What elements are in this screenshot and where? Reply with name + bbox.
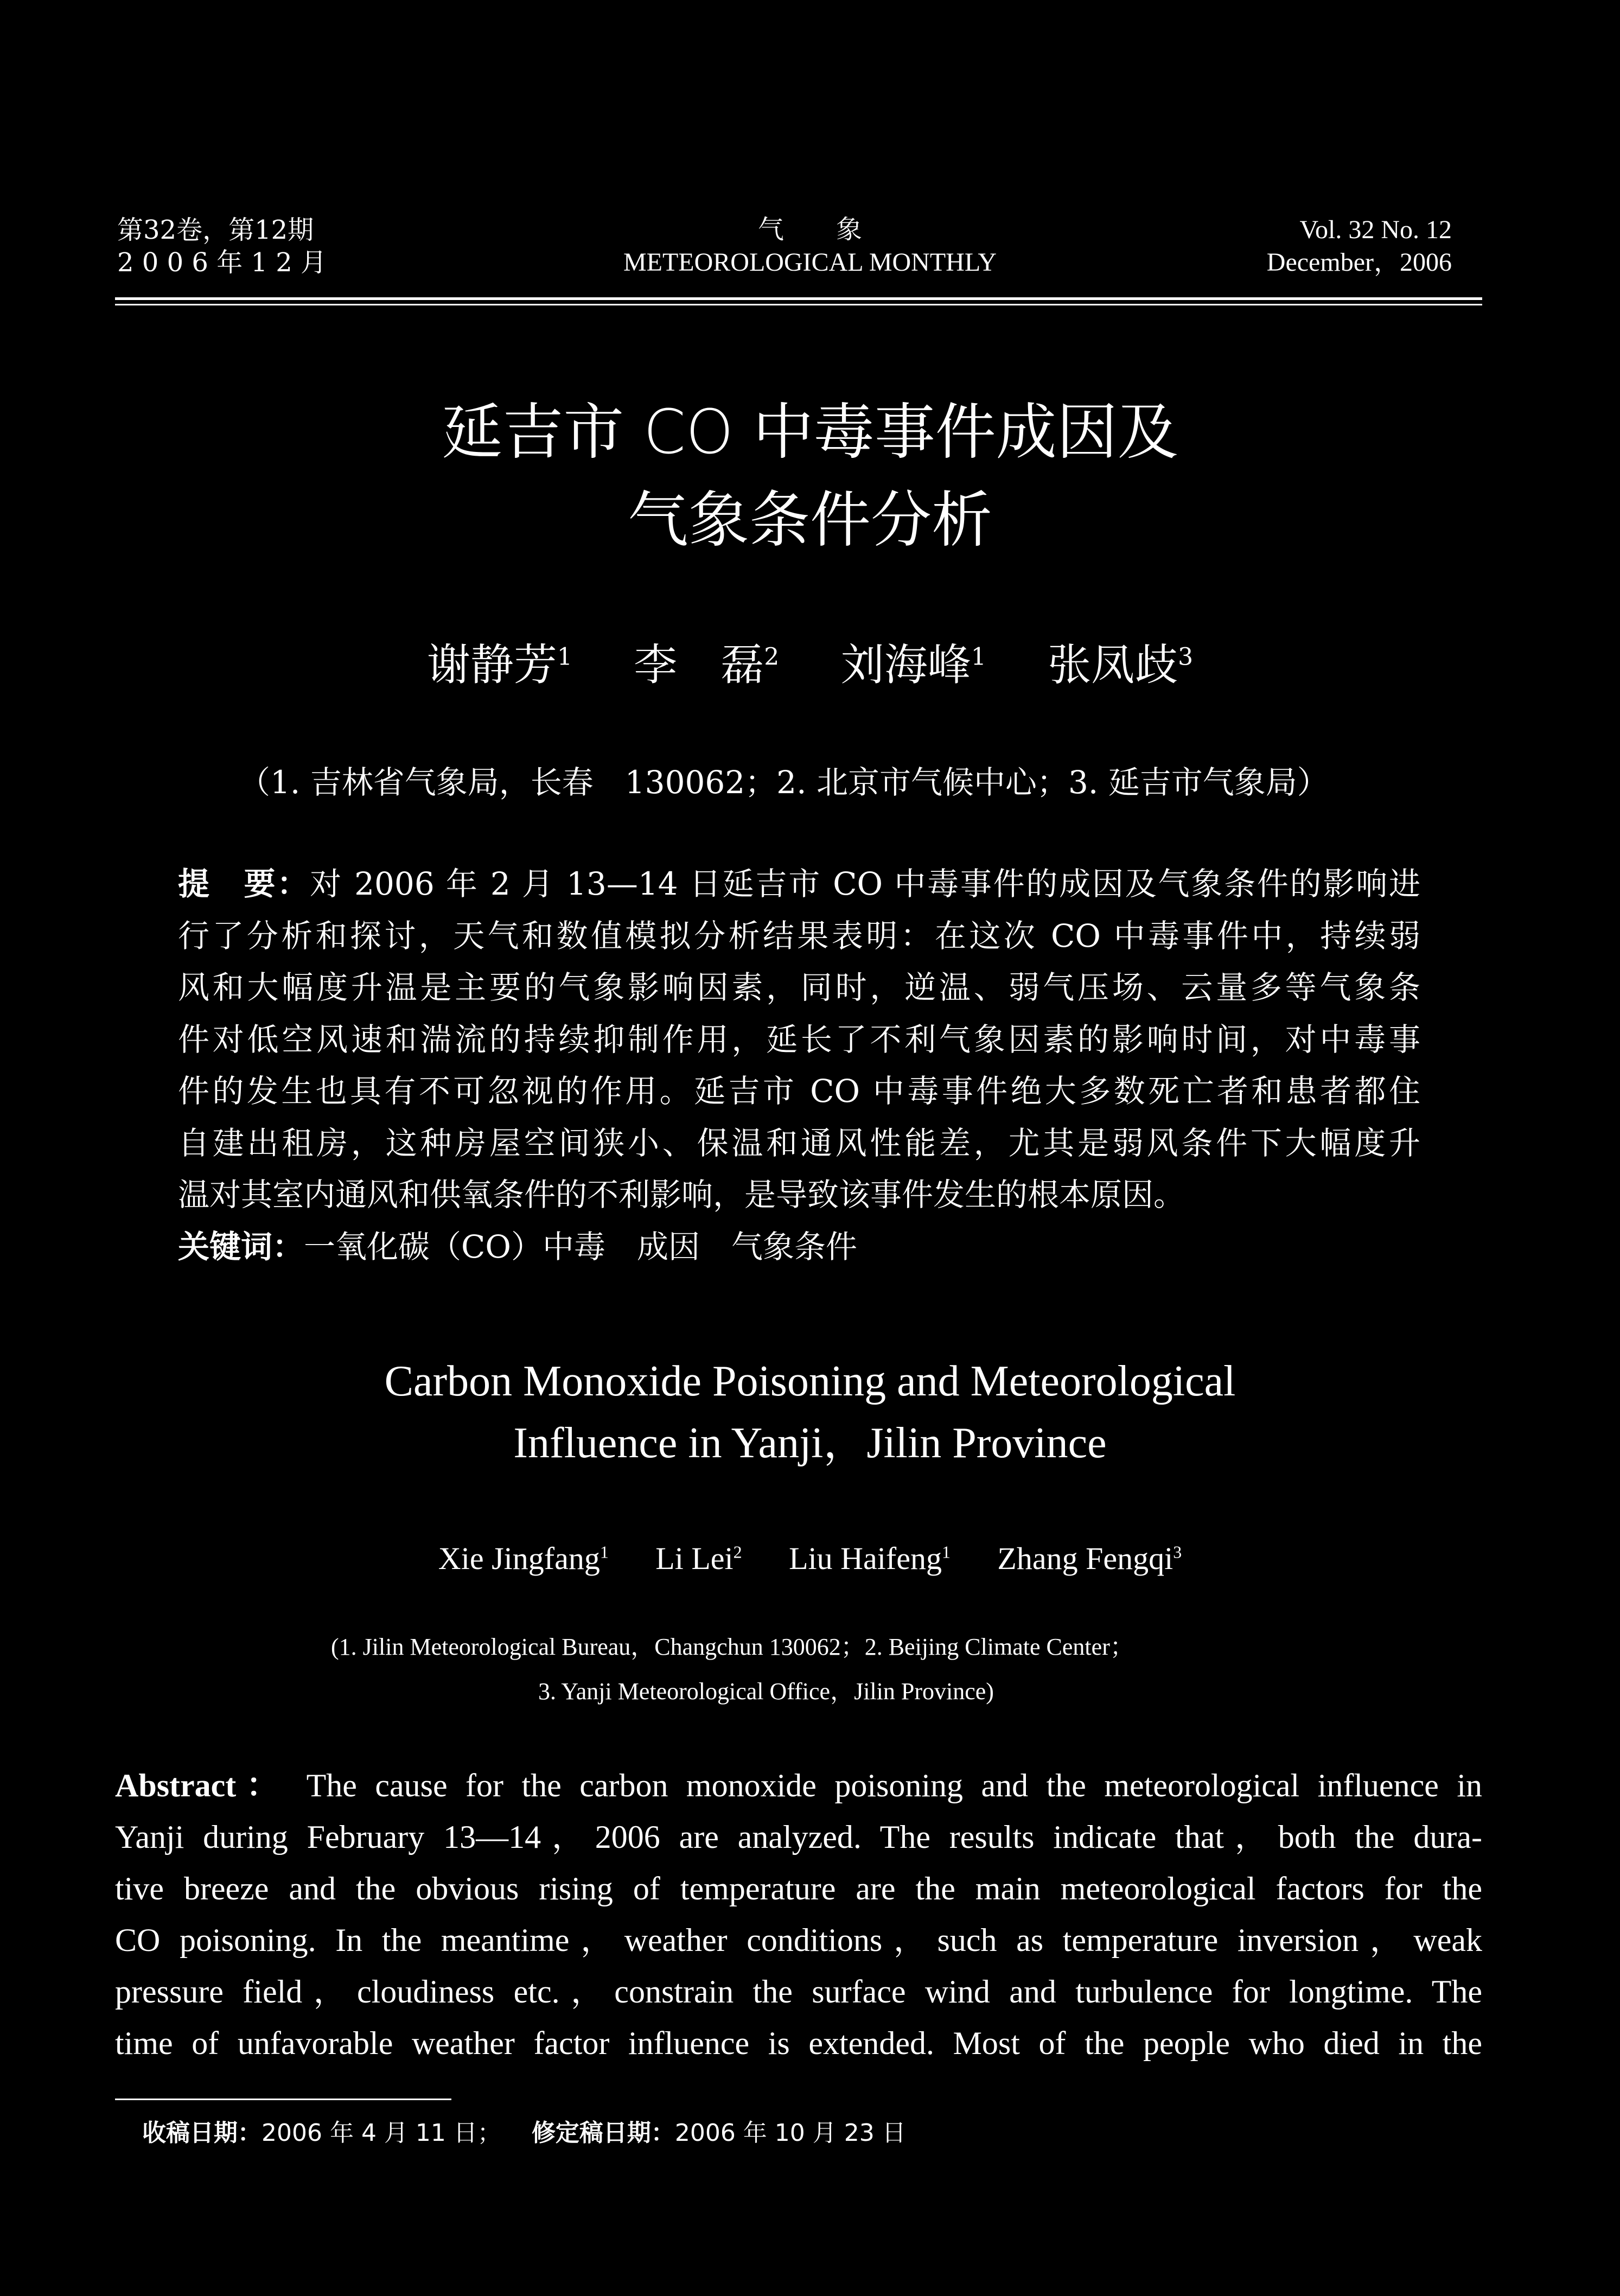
header-rule-top [115, 297, 1482, 300]
author-en: Liu Haifeng$^1$ [789, 1541, 951, 1576]
abstract-en-line: time of unfavorable weather factor influence is extended. Most of the people who died in the [115, 2025, 1482, 2061]
author-en: Zhang Fengqi$^3$ [997, 1541, 1182, 1576]
authors-cn [0, 638, 1620, 692]
abstract-cn-label: 提 要： [178, 865, 310, 902]
footnote-rule [115, 2099, 451, 2100]
abstract-cn-line: 行了分析和探讨，天气和数值模拟分析结果表明：在这次 CO 中毒事件中，持续弱 [178, 917, 1420, 954]
revised-date: 2006 年 10 月 23 日 [674, 2119, 906, 2147]
abstract-cn-line: 自建出租房，这种房屋空间狭小、保温和通风性能差，尤其是弱风条件下大幅度升 [178, 1124, 1420, 1162]
title-cn-line2: 气象条件分析 [628, 485, 992, 556]
abstract-en-line: CO poisoning. In the meantime，weather conditions，such as temperature inversion，weak [115, 1922, 1482, 1958]
keywords-cn [178, 1221, 1420, 1273]
title-cn-line1: 延吉市 CO 中毒事件成因及 [442, 397, 1178, 468]
abstract-cn-line: 件对低空风速和湍流的持续抑制作用，延长了不利气象因素的影响时间，对中毒事 [178, 1021, 1420, 1058]
keywords-cn-text: 一氧化碳（CO）中毒 成因 气象条件 [304, 1228, 857, 1265]
title-en-line1: Carbon Monoxide Poisoning and Meteorological [384, 1357, 1236, 1405]
abstract-cn-line: 提 要：对 2006 年 2 月 13—14 日延吉市 CO 中毒事件的成因及气象条件的影响进 [178, 865, 1420, 902]
abstract-cn [178, 858, 1420, 1273]
abstract-en [115, 1760, 1482, 2069]
affiliation-en-line1: (1. Jilin Meteorological Bureau，Changchun 130062；2. Beijing Climate Center； [331, 1634, 1134, 1660]
journal-name-en: METEOROLOGICAL MONTHLY [623, 248, 997, 277]
volume-issue: 第32卷，第12期 [117, 215, 314, 245]
authors-en [0, 1540, 1620, 1578]
abstract-en-label: Abstract： [115, 1768, 289, 1803]
abstract-cn-line: 风和大幅度升温是主要的气象影响因素，同时，逆温、弱气压场、云量多等气象条 [178, 969, 1420, 1006]
title-en-line2: Influence in Yanji，Jilin Province [513, 1419, 1107, 1467]
abstract-cn-line: 温对其室内通风和供氧条件的不利影响，是导致该事件发生的根本原因。 [178, 1176, 1185, 1213]
author-cn: 谢静芳$^1$ [426, 640, 572, 690]
abstract-en-line: Yanji during February 13—14，2006 are analyzed. The results indicate that，both the dura- [115, 1819, 1482, 1855]
author-cn: 李 磊$^2$ [634, 640, 780, 690]
issue-date-cn: 2 0 0 6 年 1 2 月 [117, 247, 327, 278]
affiliation-cn: （1. 吉林省气象局，长春 130062；2. 北京市气候中心；3. 延吉市气象局） [239, 764, 1329, 801]
received-date: 2006 年 4 月 11 日； [262, 2119, 501, 2147]
journal-volume-info-en [1267, 214, 1452, 279]
abstract-cn-line: 件的发生也具有不可忽视的作用。延吉市 CO 中毒事件绝大多数死亡者和患者都住 [178, 1073, 1420, 1109]
revised-label: 修定稿日期： [531, 2119, 675, 2147]
author-en: Li Lei$^2$ [655, 1541, 742, 1576]
footnote [142, 2117, 906, 2150]
abstract-en-line: tive breeze and the obvious rising of temperature are the main meteorological factors for the [115, 1871, 1482, 1906]
header-rule-bottom [115, 304, 1482, 305]
received-label: 收稿日期： [142, 2119, 262, 2147]
affiliation-en-line2: 3. Yanji Meteorological Office，Jilin Province) [538, 1678, 994, 1705]
author-cn: 刘海峰$^1$ [840, 640, 986, 690]
volume-issue-en: Vol. 32 No. 12 [1299, 215, 1452, 244]
author-cn: 张凤歧$^3$ [1048, 640, 1194, 690]
journal-name-cn: 气 象 [757, 215, 862, 244]
abstract-en-line: pressure field，cloudiness etc.，constrain the surface wind and turbulence for longtime. The [115, 1974, 1482, 2010]
author-en: Xie Jingfang$^1$ [438, 1541, 609, 1576]
keywords-cn-label: 关键词： [178, 1228, 304, 1265]
issue-date-en: December，2006 [1266, 248, 1452, 277]
abstract-en-line: Abstract： The cause for the carbon monoxide poisoning and the meteorological influence in [115, 1768, 1483, 1803]
